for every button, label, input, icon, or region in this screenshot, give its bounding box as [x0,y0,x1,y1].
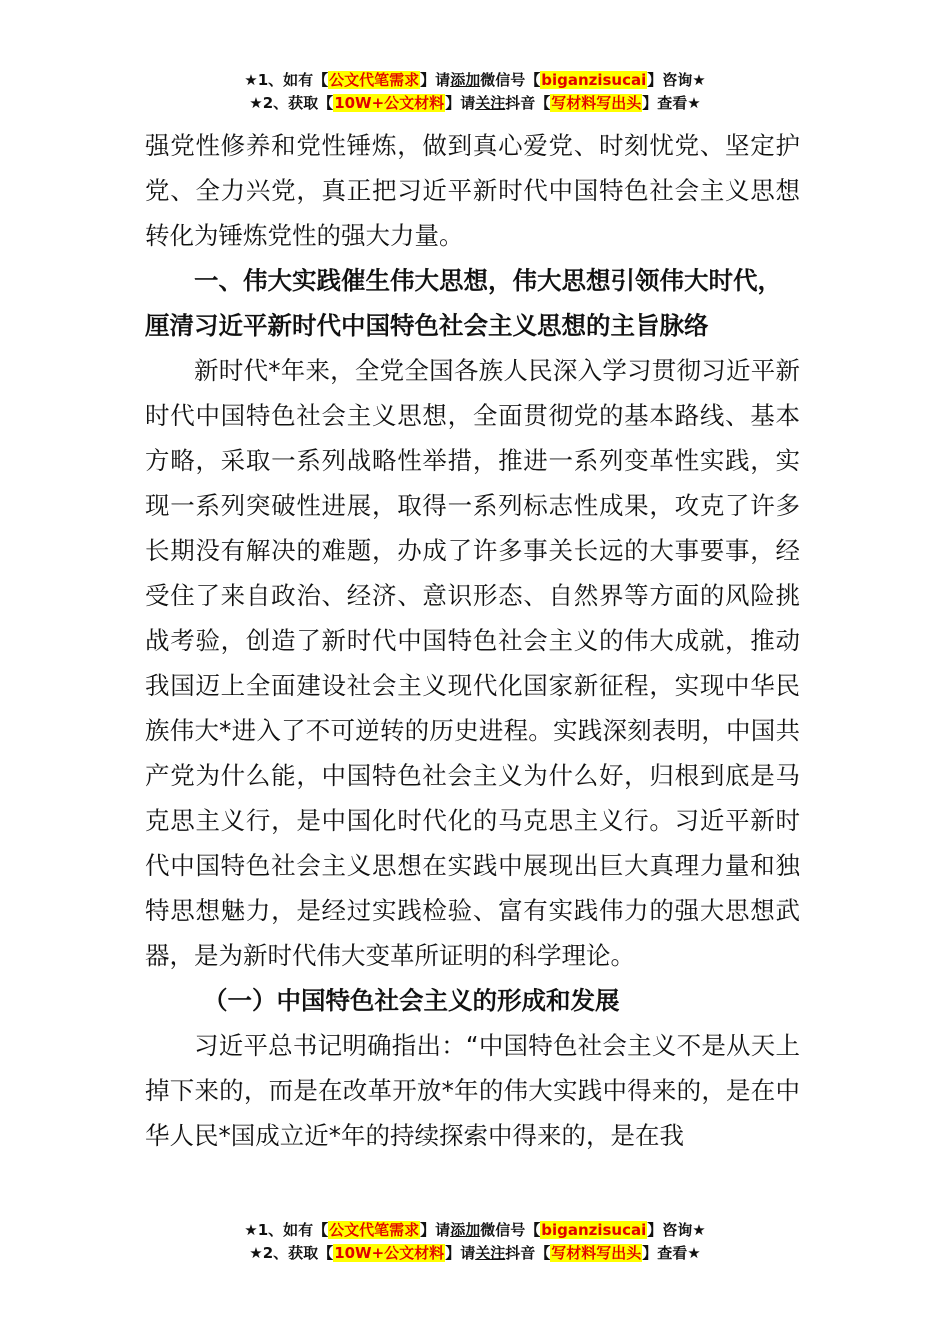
highlight-materials: 10W+公文材料 [334,1244,445,1262]
section-heading: 一、伟大实践催生伟大思想，伟大思想引领伟大时代，厘清习近平新时代中国特色社会主义思想的主旨脉络 [145,266,782,340]
highlight-materials: 10W+公文材料 [334,94,445,112]
highlight-service: 公文代笔需求 [329,71,420,89]
footer-banner [0,1219,950,1265]
subsection-heading: （一）中国特色社会主义的形成和发展 [203,986,620,1015]
highlight-douyin-account: 写材料写出头 [551,1244,642,1262]
document-body [145,123,800,1158]
highlight-wechat-id: biganzisucai [541,71,647,89]
highlight-wechat-id: biganzisucai [541,1221,647,1239]
paragraph: 习近平总书记明确指出：“中国特色社会主义不是从天上掉下来的，而是在改革开放*年的伟大实践中得来的，是在中华人民*国成立近*年的持续探索中得来的，是在我 [145,1031,800,1150]
banner-line-1: ★1、如有【公文代笔需求】请添加微信号【biganzisucai】咨询★ [244,1221,706,1239]
header-banner [0,69,950,115]
banner-line-2: ★2、获取【10W+公文材料】请关注抖音【写材料写出头】查看★ [249,1244,701,1262]
highlight-douyin-account: 写材料写出头 [551,94,642,112]
banner-line-2: ★2、获取【10W+公文材料】请关注抖音【写材料写出头】查看★ [249,94,701,112]
banner-line-1: ★1、如有【公文代笔需求】请添加微信号【biganzisucai】咨询★ [244,71,706,89]
paragraph-continuation: 强党性修养和党性锤炼，做到真心爱党、时刻忧党、坚定护党、全力兴党，真正把习近平新时代中国特色社会主义思想转化为锤炼党性的强大力量。 [145,131,800,250]
paragraph: 新时代*年来，全党全国各族人民深入学习贯彻习近平新时代中国特色社会主义思想，全面贯彻党的基本路线、基本方略，采取一系列战略性举措，推进一系列变革性实践，实现一系列突破性进展，取得一系列标志性成果，攻克了许多长期没有解决的难题，办成了许多事关长远的大事要事，经受住了来自政治、经济、意识形态、自然界等方面的风险挑战考验，创造了新时代中国特色社会主义的伟大成就，推动我国迈上全面建设社会主义现代化国家新征程，实现中华民族伟大*进入了不可逆转的历史进程。实践深刻表明，中国共产党为什么能，中国特色社会主义为什么好，归根到底是马克思主义行，是中国化时代化的马克思主义行。习近平新时代中国特色社会主义思想在实践中展现出巨大真理力量和独特思想魅力，是经过实践检验、富有实践伟力的强大思想武器，是为新时代伟大变革所证明的科学理论。 [145,356,800,970]
highlight-service: 公文代笔需求 [329,1221,420,1239]
